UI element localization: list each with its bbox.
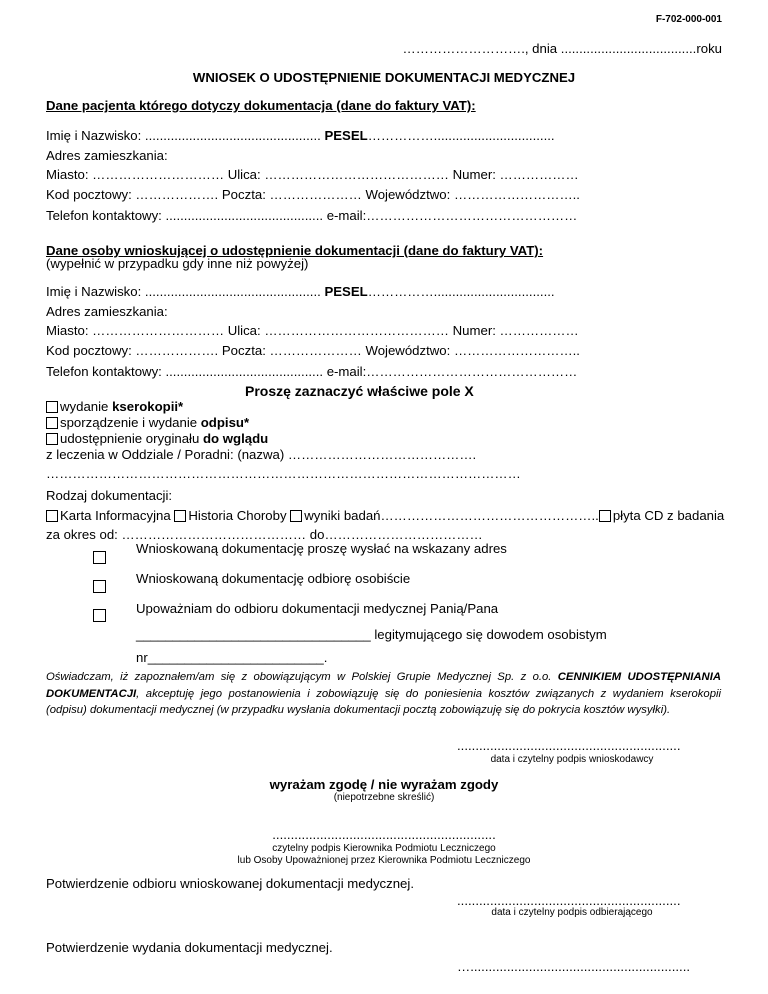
patient-pesel-dots: …………….................................: [367, 128, 555, 143]
applicant-address-label: Adres zamieszkania:: [46, 304, 168, 319]
department-line[interactable]: z leczenia w Oddziale / Poradni: (nazwa) …………………………………….: [46, 447, 477, 462]
applicant-pesel-label: PESEL: [324, 284, 368, 299]
doc-type-cd: płyta CD z badania: [612, 508, 725, 523]
applicant-postal-line[interactable]: Kod pocztowy: ………………. Poczta: ………………… Województwo: ………………………..: [46, 343, 580, 358]
applicant-name-field[interactable]: [46, 284, 555, 299]
applicant-signature-caption: data i czytelny podpis wnioskodawcy: [490, 754, 654, 765]
date-line[interactable]: ………………………., dnia .....................................roku: [402, 41, 722, 56]
period-line[interactable]: za okres od: …………………………………… do………………………………: [46, 527, 483, 542]
cd-checkbox[interactable]: [599, 510, 611, 522]
delivery-send-checkbox[interactable]: [93, 551, 106, 564]
applicant-city-line[interactable]: Miasto: ………………………… Ulica: …………………………………… Numer: ………………: [46, 323, 579, 338]
page-title: WNIOSEK O UDOSTĘPNIENIE DOKUMENTACJI MEDYCZNEJ: [192, 70, 576, 85]
extract-checkbox[interactable]: [46, 417, 58, 429]
option-original-bold: do wglądu: [202, 431, 269, 446]
option-copy-bold: kserokopii*: [112, 399, 184, 414]
issue-signature-dots[interactable]: …............................................................: [457, 959, 691, 974]
option-extract-bold: odpisu*: [200, 415, 250, 430]
delivery-id-line[interactable]: ________________________________ legitymującego się dowodem osobistym: [136, 627, 607, 642]
doc-type-history: Historia Choroby: [188, 508, 287, 523]
history-checkbox[interactable]: [174, 510, 186, 522]
applicant-name-label: Imię i Nazwisko: ................................................: [46, 284, 321, 299]
declaration-part1: Oświadczam, iż zapoznałem/am się z obowiązującym w Polskiej Grupie Medycznej Sp. z o.o.: [46, 671, 558, 683]
option-copy-text: wydanie: [60, 399, 113, 414]
patient-pesel-label: PESEL: [324, 128, 368, 143]
original-checkbox[interactable]: [46, 433, 58, 445]
delivery-authorize-checkbox[interactable]: [93, 609, 106, 622]
receipt-signature-caption: data i czytelny podpis odbierającego: [491, 907, 653, 918]
head-signature-caption1: czytelny podpis Kierownika Podmiotu Leczniczego: [272, 843, 496, 854]
head-signature-caption2: lub Osoby Upoważnionej przez Kierownika Podmiotu Leczniczego: [237, 855, 531, 866]
applicant-phone-line[interactable]: Telefon kontaktowy: ........................................... e-mail:…………………………………………: [46, 364, 578, 379]
card-checkbox[interactable]: [46, 510, 58, 522]
delivery-pickup-label: Wnioskowaną dokumentację odbiorę osobiście: [136, 571, 411, 586]
declaration-pricelist: CENNIKIEM UDOSTĘPNIANIA DOKUMENTACJI: [46, 671, 721, 700]
consent-note: (niepotrzebne skreślić): [333, 792, 435, 803]
doc-type-label: Rodzaj dokumentacji:: [46, 488, 173, 503]
applicant-signature-dots[interactable]: .............................................................: [457, 738, 681, 753]
results-checkbox[interactable]: [290, 510, 302, 522]
patient-phone-line[interactable]: Telefon kontaktowy: ........................................... e-mail:…………………………………………: [46, 208, 578, 223]
option-extract[interactable]: [46, 415, 249, 430]
patient-name-label: Imię i Nazwisko: ................................................: [46, 128, 321, 143]
option-original[interactable]: [46, 431, 268, 446]
choose-heading: Proszę zaznaczyć właściwe pole X: [245, 383, 474, 399]
department-dots[interactable]: ………………………………………………………………………………………………: [46, 466, 521, 481]
doc-type-row: [46, 508, 724, 523]
option-copy[interactable]: [46, 399, 183, 414]
consent-line: wyrażam zgodę / nie wyrażam zgody: [269, 777, 499, 792]
option-extract-text: sporządzenie i wydanie: [60, 415, 201, 430]
form-code: F-702-000-001: [655, 14, 722, 25]
declaration-part2: , akceptuję jego postanowienia i zobowiązuję się do poniesienia kosztów związanych z wydaniem kserokopii (odpisu) dokumentacji medycznej (w przypadku wysłania dokumentacji pocztą zobowiązuję się do pokrycia kosztów wysyłki).: [46, 687, 721, 716]
issue-label: Potwierdzenie wydania dokumentacji medycznej.: [46, 940, 333, 955]
receipt-signature-dots[interactable]: .............................................................: [457, 893, 681, 908]
patient-heading: Dane pacjenta którego dotyczy dokumentacja (dane do faktury VAT):: [46, 98, 476, 113]
copy-checkbox[interactable]: [46, 401, 58, 413]
delivery-pickup-checkbox[interactable]: [93, 580, 106, 593]
delivery-nr-line[interactable]: nr________________________.: [136, 650, 328, 665]
declaration-paragraph: [46, 669, 721, 719]
applicant-note: (wypełnić w przypadku gdy inne niż powyżej): [46, 256, 309, 271]
applicant-pesel-dots: …………….................................: [367, 284, 555, 299]
applicant-heading: Dane osoby wnioskującej o udostępnienie dokumentacji (dane do faktury VAT):: [46, 243, 544, 258]
option-original-text: udostępnienie oryginału: [60, 431, 203, 446]
receipt-label: Potwierdzenie odbioru wnioskowanej dokumentacji medycznej.: [46, 876, 414, 891]
patient-postal-line[interactable]: Kod pocztowy: ………………. Poczta: ………………… Województwo: ………………………..: [46, 187, 580, 202]
delivery-send-label: Wnioskowaną dokumentację proszę wysłać na wskazany adres: [136, 541, 507, 556]
head-signature-dots[interactable]: .............................................................: [272, 827, 496, 842]
patient-city-line[interactable]: Miasto: ………………………… Ulica: …………………………………… Numer: ………………: [46, 167, 579, 182]
delivery-authorize-label: Upoważniam do odbioru dokumentacji medycznej Panią/Pana: [136, 601, 499, 616]
doc-type-card: Karta Informacyjna: [60, 508, 171, 523]
patient-name-field[interactable]: [46, 128, 555, 143]
doc-type-results: wyniki badań…………………………………………..: [304, 508, 599, 523]
patient-address-label: Adres zamieszkania:: [46, 148, 168, 163]
